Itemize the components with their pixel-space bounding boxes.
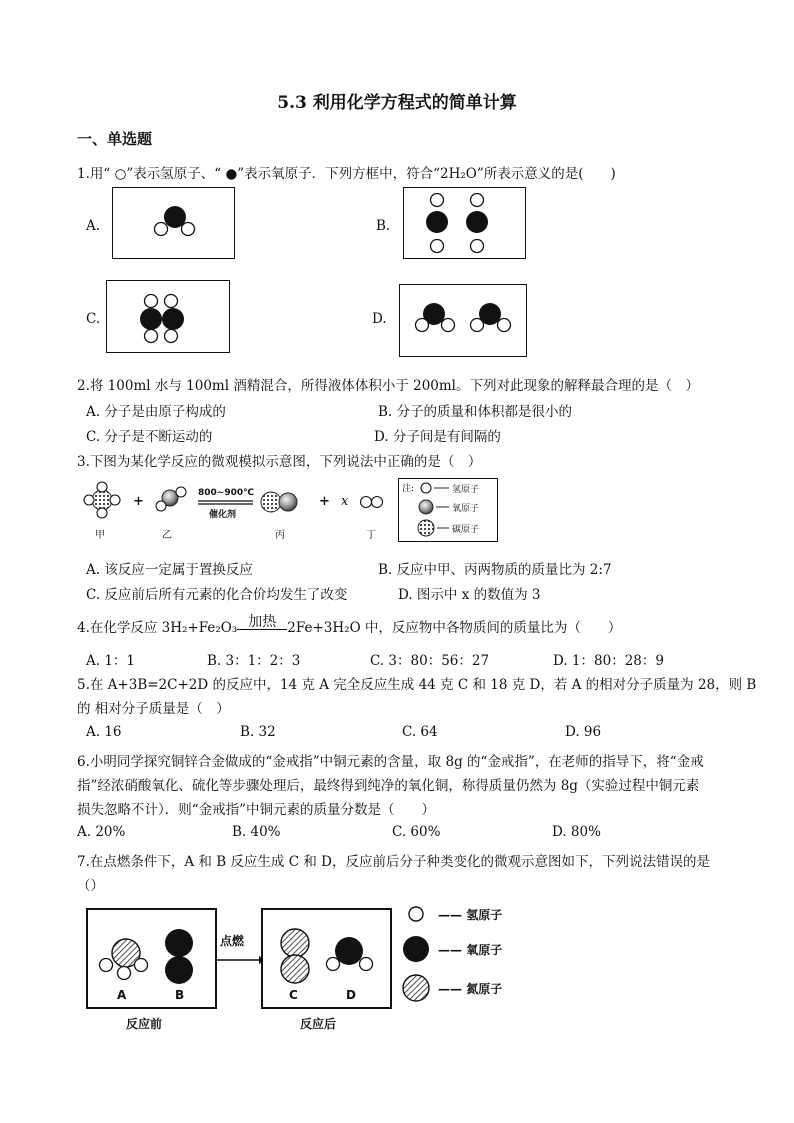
q6-option-b[interactable]: B. 40% bbox=[232, 824, 281, 840]
q3-option-b[interactable]: B. 反应中甲、丙两物质的质量比为 2:7 bbox=[378, 562, 612, 578]
q1-option-a-box[interactable] bbox=[112, 187, 235, 259]
q1-option-d-label: D. bbox=[372, 311, 387, 327]
q7-legend-nitrogen-label: 氮原子 bbox=[466, 982, 503, 996]
q7-legend-oxygen bbox=[438, 941, 502, 958]
q3-condition-temperature: 800~900℃ bbox=[198, 488, 255, 498]
q4-option-c[interactable]: C. 3：80：56：27 bbox=[370, 653, 490, 669]
q7-legend-oxygen-label: 氧原子 bbox=[466, 943, 503, 957]
q1-option-c-label: C. bbox=[86, 311, 101, 327]
section-heading: 一、单选题 bbox=[77, 130, 153, 148]
q2-option-d[interactable]: D. 分子间是有间隔的 bbox=[374, 429, 501, 445]
q3-label-bing: 丙 bbox=[275, 530, 285, 541]
q3-legend-hydrogen: 氢原子 bbox=[452, 485, 480, 495]
q1-option-b-label: B. bbox=[376, 218, 391, 234]
q4-option-a[interactable]: A. 1：1 bbox=[86, 653, 136, 669]
q5-option-a[interactable]: A. 16 bbox=[86, 724, 122, 740]
q7-caption-before: 反应前 bbox=[126, 1017, 163, 1031]
q3-label-yi: 乙 bbox=[162, 530, 172, 541]
question-6-line1: 6.小明同学探究铜锌合金做成的“金戒指”中铜元素的含量，取 8g 的“金戒指”，在老师的指导下，将“金戒 bbox=[77, 754, 704, 770]
question-2-stem: 2.将 100ml 水与 100ml 酒精混合，所得液体体积小于 200ml。下列对此现象的解释最合理的是（ ） bbox=[77, 378, 699, 394]
q3-legend-box bbox=[398, 478, 498, 542]
question-5-stem-line1: 5.在 A+3B=2C+2D 的反应中，14 克 A 完全反应生成 44 克 C 和 18 克 D，若 A 的相对分子质量为 28，则 B bbox=[77, 677, 757, 693]
q7-arrow-label: 点燃 bbox=[220, 934, 245, 948]
q7-after-box bbox=[261, 908, 392, 1009]
q4-option-d[interactable]: D. 1：80：28：9 bbox=[553, 653, 664, 669]
q3-legend-swatches bbox=[399, 479, 497, 541]
q1-option-a-molecule bbox=[113, 188, 234, 258]
q2-option-a[interactable]: A. 分子是由原子构成的 bbox=[86, 404, 226, 420]
q1-option-d-box[interactable] bbox=[399, 284, 527, 357]
q3-plus-1: + bbox=[133, 494, 144, 509]
q3-condition-catalyst: 催化剂 bbox=[209, 510, 237, 520]
question-5-stem-line2: 的 相对分子质量是（ ） bbox=[77, 701, 230, 717]
question-7-line1: 7.在点燃条件下，A 和 B 反应生成 C 和 D，反应前后分子种类变化的微观示意图如下，下列说法错误的是 bbox=[77, 854, 710, 870]
q1-option-b-box[interactable] bbox=[403, 187, 526, 259]
page-title: 5.3 利用化学方程式的简单计算 bbox=[277, 93, 517, 113]
question-7-line2: （） bbox=[77, 878, 104, 894]
q7-caption-after: 反应后 bbox=[300, 1017, 337, 1031]
q3-plus-2: + bbox=[319, 494, 330, 509]
q7-legend-swatches bbox=[398, 903, 438, 1013]
q5-option-c[interactable]: C. 64 bbox=[402, 724, 438, 740]
q3-label-ding: 丁 bbox=[366, 530, 376, 541]
q3-label-jia: 甲 bbox=[95, 530, 105, 541]
q3-legend-title: 注: bbox=[402, 484, 415, 494]
q5-option-d[interactable]: D. 96 bbox=[565, 724, 602, 740]
q7-legend-dash: —— bbox=[438, 943, 462, 957]
question-6-line3: 损失忽略不计）．则“金戒指”中铜元素的质量分数是（ ） bbox=[77, 802, 436, 818]
q4-condition: 加热 bbox=[237, 615, 287, 630]
q1-option-d-molecules bbox=[400, 285, 526, 356]
q3-option-c[interactable]: C. 反应前后所有元素的化合价均发生了改变 bbox=[86, 587, 348, 603]
q7-legend-dash: —— bbox=[438, 908, 462, 922]
question-4-stem bbox=[77, 616, 621, 636]
q7-before-molecules bbox=[88, 910, 215, 1007]
q6-option-c[interactable]: C. 60% bbox=[392, 824, 441, 840]
q7-legend-hydrogen bbox=[438, 906, 502, 923]
q1-option-b-atoms bbox=[404, 188, 525, 258]
question-1-stem: 1.用“ ○”表示氢原子、“ ●”表示氧原子．下列方框中，符合“2H₂O”所表示意义的是( ) bbox=[77, 166, 616, 182]
q3-legend-carbon: 碳原子 bbox=[452, 525, 480, 535]
q7-reaction-figure bbox=[86, 903, 546, 1033]
q3-legend-oxygen: 氧原子 bbox=[452, 504, 480, 514]
q7-legend-dash: —— bbox=[438, 982, 462, 996]
q3-option-d[interactable]: D. 图示中 x 的数值为 3 bbox=[398, 587, 541, 603]
q7-label-a: A bbox=[117, 988, 127, 1002]
q1-option-a-label: A. bbox=[86, 218, 101, 234]
q3-option-a[interactable]: A. 该反应一定属于置换反应 bbox=[86, 562, 253, 578]
q7-label-d: D bbox=[346, 988, 356, 1002]
q1-option-c-molecule bbox=[107, 281, 229, 352]
q3-reaction-figure bbox=[78, 478, 508, 544]
q7-label-b: B bbox=[175, 988, 185, 1002]
q7-after-molecules bbox=[263, 910, 390, 1007]
q4-equation-right: 2Fe+3H₂O 中，反应物中各物质间的质量比为（ ） bbox=[287, 620, 622, 636]
question-3-stem: 3.下图为某化学反应的微观模拟示意图，下列说法中正确的是（ ） bbox=[77, 454, 482, 470]
q4-equation-left: 4.在化学反应 3H₂+Fe₂O₃ bbox=[77, 620, 238, 636]
q7-legend-hydrogen-label: 氢原子 bbox=[466, 908, 503, 922]
question-6-line2: 指”经浓硝酸氧化、硫化等步骤处理后，最终得到纯净的氧化铜，称得质量仍然为 8g（实验过程中铜元素 bbox=[77, 778, 700, 794]
q6-option-a[interactable]: A. 20% bbox=[77, 824, 126, 840]
q4-option-b[interactable]: B. 3：1：2：3 bbox=[207, 653, 301, 669]
q1-option-c-box[interactable] bbox=[106, 280, 230, 353]
q5-option-b[interactable]: B. 32 bbox=[240, 724, 276, 740]
q6-option-d[interactable]: D. 80% bbox=[552, 824, 601, 840]
q7-legend-nitrogen bbox=[438, 980, 502, 997]
q2-option-c[interactable]: C. 分子是不断运动的 bbox=[86, 429, 213, 445]
q7-label-c: C bbox=[289, 988, 298, 1002]
q7-before-box bbox=[86, 908, 217, 1009]
q7-arrow bbox=[215, 945, 265, 975]
q3-x-coefficient: x bbox=[341, 494, 349, 509]
q2-option-b[interactable]: B. 分子的质量和体积都是很小的 bbox=[378, 404, 573, 420]
